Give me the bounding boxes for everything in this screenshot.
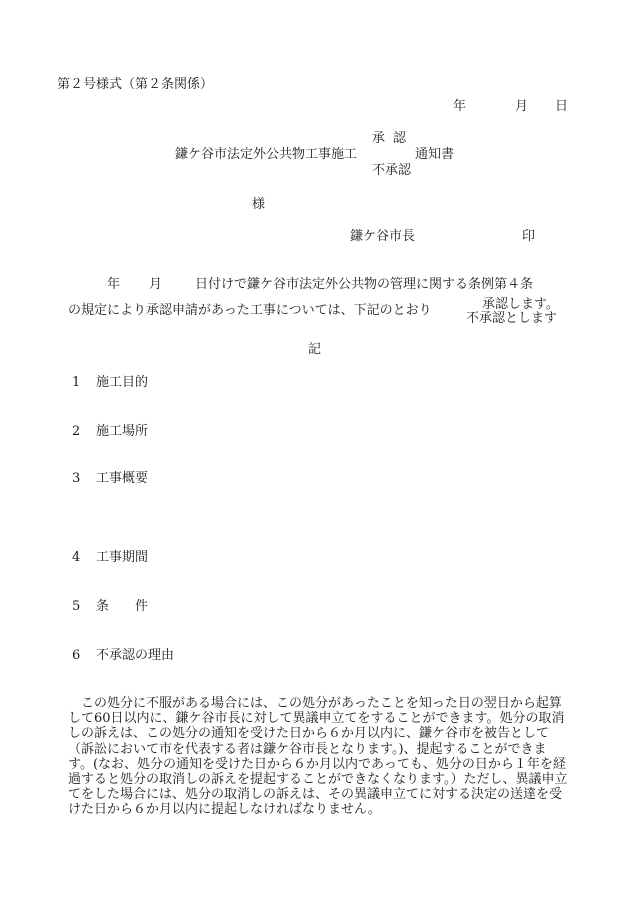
list-item: [72, 425, 148, 438]
list-item: [72, 649, 174, 662]
sender-name: 鎌ケ谷市長: [350, 229, 416, 244]
item-number: 4: [72, 550, 81, 565]
body-choice-approve: 承認します。: [482, 297, 559, 312]
body-line-1: [107, 278, 533, 291]
title-notice-suffix: 通知書: [415, 147, 455, 162]
document-title: 鎌ケ谷市法定外公共物工事施工: [175, 147, 358, 162]
date-month: 月: [515, 99, 529, 114]
item-number: 2: [72, 424, 81, 439]
item-label: 工事概要: [96, 471, 149, 486]
item-number: 3: [72, 471, 81, 486]
seal-mark: 印: [522, 229, 536, 244]
date-day: 日: [555, 99, 569, 114]
form-number-label: 第２号様式（第２条関係）: [57, 77, 214, 92]
body-line-2: の規定により承認申請があった工事については、下記のとおり: [68, 303, 432, 318]
list-item: [72, 551, 148, 564]
body-year: 年: [107, 277, 121, 292]
item-number: 5: [72, 599, 81, 614]
ki-heading: 記: [308, 342, 322, 357]
title-reject-option: 不承認: [372, 163, 412, 178]
date-year: 年: [453, 99, 467, 114]
item-label: 条 件: [96, 599, 149, 614]
item-number: 6: [72, 648, 81, 663]
appeal-notice-text: この処分に不服がある場合には、この処分があったことを知った日の翌日から起算して60日以内に、鎌ケ谷市長に対して異議申立てをすることができます。処分の取消しの訴えは、この処分の通知を受けた日から６か月以内に、鎌ケ谷市を被告として（訴訟において市を代表する者は鎌ケ谷市長となります。)、提起することができます。(なお、処分の通知を受けた日から６か月以内であっても、処分の日から１年を経過すると処分の取消しの訴えを提起することができなくなります。）ただし、異議申立てをした場合には、処分の取消しの訴えは、その異議申立てに対する決定の送達を受けた日から６か月以内に提起しなければなりません。: [68, 696, 568, 818]
title-approve-option: 承認: [372, 131, 415, 146]
date-line: [453, 100, 568, 113]
body-choice-reject: 不承認とします: [466, 311, 558, 326]
list-item: [72, 472, 148, 485]
item-label: 施工目的: [96, 375, 149, 390]
item-label: 施工場所: [96, 424, 149, 439]
item-label: 不承認の理由: [96, 648, 175, 663]
list-item: [72, 600, 148, 613]
item-label: 工事期間: [96, 550, 149, 565]
appeal-notice: [68, 696, 568, 818]
addressee-honorific: 様: [252, 197, 266, 212]
item-number: 1: [72, 375, 81, 390]
list-item: [72, 376, 148, 389]
body-month: 月: [149, 277, 163, 292]
body-line-1-text: 日付けで鎌ケ谷市法定外公共物の管理に関する条例第４条: [195, 277, 534, 292]
